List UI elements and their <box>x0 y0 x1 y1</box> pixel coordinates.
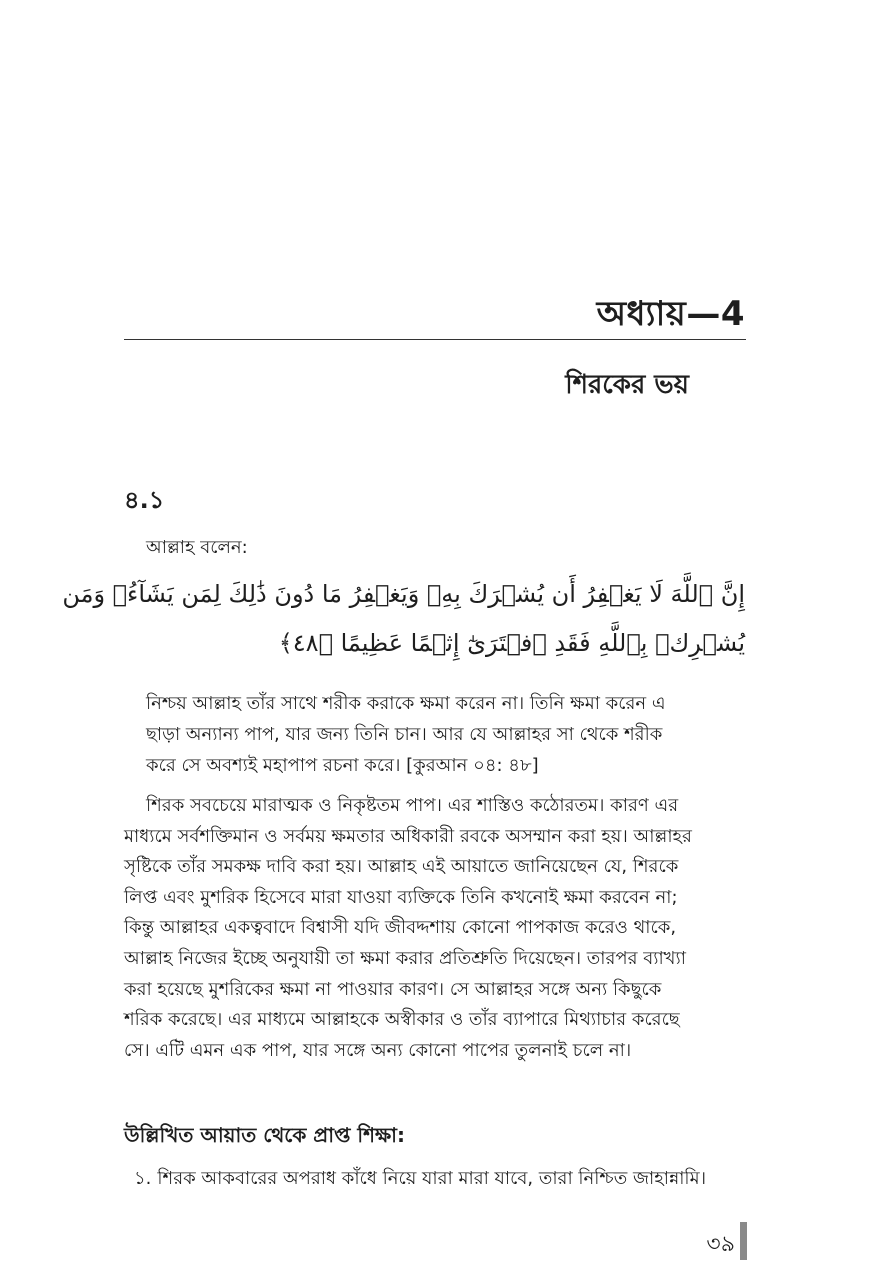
commentary-line: সৃষ্টিকে তাঁর সমকক্ষ দাবি করা হয়। আল্লাহ এই আয়াতে জানিয়েছেন যে, শিরকে <box>124 856 679 878</box>
commentary-line: সে। এটি এমন এক পাপ, যার সঙ্গে অন্য কোনো পাপের তুলনাই চলে না। <box>124 1039 632 1061</box>
translation-line: নিশ্চয় আল্লাহ তাঁর সাথে শরীক করাকে ক্ষমা করেন না। তিনি ক্ষমা করেন এ <box>146 693 666 714</box>
verse-translation <box>146 688 746 781</box>
arabic-verse-line: يُشۡرِكۡ بِٱللَّهِ فَقَدِ ٱفۡتَرَىٰٓ إِثۡمًا عَظِيمًا ﴿٤٨﴾ <box>278 629 745 657</box>
lesson-text: শিরক আকবারের অপরাধ কাঁধে নিয়ে যারা মারা যাবে, তারা নিশ্চিত জাহান্নামি। <box>157 1168 707 1189</box>
chapter-divider <box>124 339 746 340</box>
verse-intro: আল্লাহ বলেন: <box>146 537 248 558</box>
lesson-number: ১. <box>134 1168 152 1189</box>
lessons-heading: উল্লিখিত আয়াত থেকে প্রাপ্ত শিক্ষা: <box>124 1123 405 1147</box>
section-number: ৪.১ <box>124 486 165 514</box>
commentary-line: মাধ্যমে সর্বশক্তিমান ও সর্বময় ক্ষমতার অধিকারী রবকে অসম্মান করা হয়। আল্লাহর <box>124 825 692 847</box>
translation-line: করে সে অবশ্যই মহাপাপ রচনা করে। [কুরআন ০৪: ৪৮] <box>146 755 539 776</box>
arabic-verse <box>62 570 745 668</box>
chapter-heading: অধ্যায়—4 <box>596 294 745 334</box>
chapter-title: শিরকের ভয় <box>565 370 689 400</box>
lesson-item <box>134 1164 748 1195</box>
commentary-line: করা হয়েছে মুশরিকের ক্ষমা না পাওয়ার কারণ। সে আল্লাহর সঙ্গে অন্য কিছুকে <box>124 978 662 1000</box>
page-number: ৩৯ <box>706 1232 735 1257</box>
commentary-line: লিপ্ত এবং মুশরিক হিসেবে মারা যাওয়া ব্যক্তিকে তিনি কখনোই ক্ষমা করবেন না; <box>124 886 678 908</box>
page-edge-bar <box>740 1222 747 1260</box>
commentary-line: শিরক সবচেয়ে মারাত্মক ও নিকৃষ্টতম পাপ। এর শাস্তিও কঠোরতম। কারণ এর <box>146 795 679 816</box>
commentary-paragraph <box>124 791 748 1066</box>
translation-line: ছাড়া অন্যান্য পাপ, যার জন্য তিনি চান। আর যে আল্লাহর সা থেকে শরীক <box>146 724 663 745</box>
commentary-line: শরিক করেছে। এর মাধ্যমে আল্লাহকে অস্বীকার ও তাঁর ব্যাপারে মিথ্যাচার করেছে <box>124 1009 680 1031</box>
commentary-line: আল্লাহ নিজের ইচ্ছে অনুযায়ী তা ক্ষমা করার প্রতিশ্রুতি দিয়েছেন। তারপর ব্যাখ্যা <box>124 947 686 969</box>
commentary-line: কিন্তু আল্লাহর একত্ববাদে বিশ্বাসী যদি জীবদ্দশায় কোনো পাপকাজ করেও থাকে, <box>124 917 677 939</box>
arabic-verse-line: إِنَّ ٱللَّهَ لَا يَغۡفِرُ أَن يُشۡرَكَ بِهِۦ وَيَغۡفِرُ مَا دُونَ ذَٰلِكَ لِمَن يَشَآءُۚ وَمَن <box>62 580 745 608</box>
